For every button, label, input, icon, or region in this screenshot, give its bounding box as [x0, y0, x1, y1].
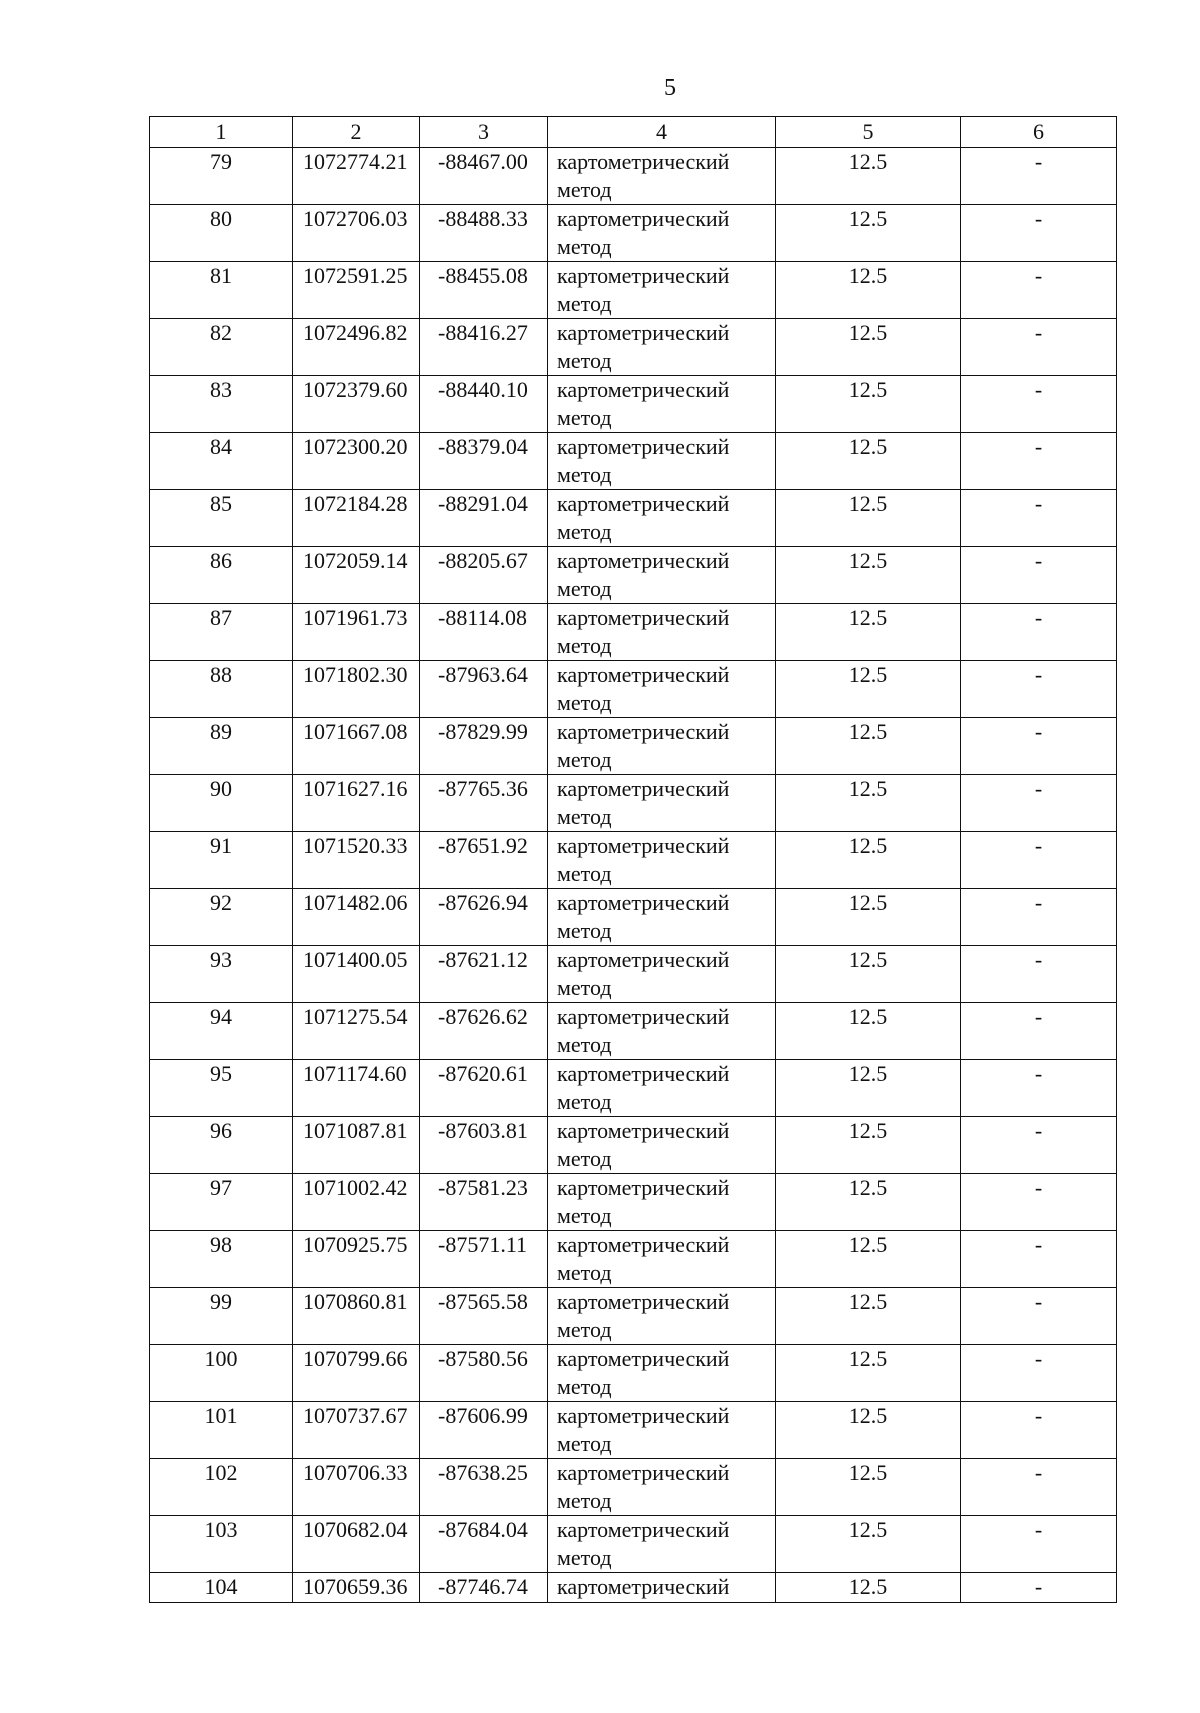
- method-cell: картометрический метод: [548, 1174, 776, 1231]
- table-row: [150, 490, 1117, 547]
- point-number-cell: 91: [150, 832, 293, 889]
- note-cell: -: [961, 1402, 1117, 1459]
- table-body: [150, 148, 1117, 1603]
- accuracy-cell: 12.5: [776, 946, 961, 1003]
- table-row: [150, 946, 1117, 1003]
- column-header: 6: [961, 117, 1117, 148]
- table-row: [150, 1345, 1117, 1402]
- method-cell: картометрический метод: [548, 1459, 776, 1516]
- point-number-cell: 96: [150, 1117, 293, 1174]
- y-coordinate-cell: -87626.94: [420, 889, 548, 946]
- point-number-cell: 97: [150, 1174, 293, 1231]
- method-cell: картометрический метод: [548, 1003, 776, 1060]
- point-number-cell: 100: [150, 1345, 293, 1402]
- x-coordinate-cell: 1070706.33: [293, 1459, 420, 1516]
- accuracy-cell: 12.5: [776, 832, 961, 889]
- note-cell: -: [961, 148, 1117, 205]
- y-coordinate-cell: -87571.11: [420, 1231, 548, 1288]
- x-coordinate-cell: 1070860.81: [293, 1288, 420, 1345]
- point-number-cell: 92: [150, 889, 293, 946]
- y-coordinate-cell: -88416.27: [420, 319, 548, 376]
- method-cell: картометрический метод: [548, 547, 776, 604]
- point-number-cell: 94: [150, 1003, 293, 1060]
- note-cell: -: [961, 1174, 1117, 1231]
- y-coordinate-cell: -87603.81: [420, 1117, 548, 1174]
- table-row: [150, 148, 1117, 205]
- x-coordinate-cell: 1072496.82: [293, 319, 420, 376]
- x-coordinate-cell: 1071520.33: [293, 832, 420, 889]
- method-cell: картометрический метод: [548, 1402, 776, 1459]
- x-coordinate-cell: 1072379.60: [293, 376, 420, 433]
- method-cell: картометрический: [548, 1573, 776, 1603]
- y-coordinate-cell: -87565.58: [420, 1288, 548, 1345]
- method-cell: картометрический метод: [548, 205, 776, 262]
- note-cell: -: [961, 319, 1117, 376]
- table-row: [150, 604, 1117, 661]
- accuracy-cell: 12.5: [776, 661, 961, 718]
- table-row: [150, 1516, 1117, 1573]
- table-row: [150, 1231, 1117, 1288]
- table-row: [150, 319, 1117, 376]
- method-cell: картометрический метод: [548, 889, 776, 946]
- x-coordinate-cell: 1071627.16: [293, 775, 420, 832]
- column-header: 5: [776, 117, 961, 148]
- y-coordinate-cell: -88291.04: [420, 490, 548, 547]
- method-cell: картометрический метод: [548, 604, 776, 661]
- note-cell: -: [961, 946, 1117, 1003]
- method-cell: картометрический метод: [548, 1117, 776, 1174]
- y-coordinate-cell: -87626.62: [420, 1003, 548, 1060]
- x-coordinate-cell: 1072774.21: [293, 148, 420, 205]
- column-header: 2: [293, 117, 420, 148]
- method-cell: картометрический метод: [548, 490, 776, 547]
- note-cell: -: [961, 433, 1117, 490]
- accuracy-cell: 12.5: [776, 1402, 961, 1459]
- accuracy-cell: 12.5: [776, 1288, 961, 1345]
- note-cell: -: [961, 1345, 1117, 1402]
- accuracy-cell: 12.5: [776, 490, 961, 547]
- note-cell: -: [961, 547, 1117, 604]
- note-cell: -: [961, 490, 1117, 547]
- method-cell: картометрический метод: [548, 1345, 776, 1402]
- method-cell: картометрический метод: [548, 433, 776, 490]
- table-row: [150, 433, 1117, 490]
- y-coordinate-cell: -87621.12: [420, 946, 548, 1003]
- y-coordinate-cell: -87963.64: [420, 661, 548, 718]
- table-header-row: [150, 117, 1117, 148]
- x-coordinate-cell: 1071174.60: [293, 1060, 420, 1117]
- point-number-cell: 83: [150, 376, 293, 433]
- table-row: [150, 1288, 1117, 1345]
- y-coordinate-cell: -87638.25: [420, 1459, 548, 1516]
- x-coordinate-cell: 1071002.42: [293, 1174, 420, 1231]
- note-cell: -: [961, 604, 1117, 661]
- point-number-cell: 104: [150, 1573, 293, 1603]
- accuracy-cell: 12.5: [776, 1174, 961, 1231]
- y-coordinate-cell: -87606.99: [420, 1402, 548, 1459]
- column-header: 3: [420, 117, 548, 148]
- note-cell: -: [961, 1288, 1117, 1345]
- table-row: [150, 547, 1117, 604]
- point-number-cell: 95: [150, 1060, 293, 1117]
- coordinates-table: [149, 116, 1117, 1603]
- accuracy-cell: 12.5: [776, 718, 961, 775]
- x-coordinate-cell: 1070682.04: [293, 1516, 420, 1573]
- y-coordinate-cell: -87829.99: [420, 718, 548, 775]
- accuracy-cell: 12.5: [776, 1459, 961, 1516]
- accuracy-cell: 12.5: [776, 433, 961, 490]
- table-row: [150, 376, 1117, 433]
- accuracy-cell: 12.5: [776, 376, 961, 433]
- method-cell: картометрический метод: [548, 1060, 776, 1117]
- note-cell: -: [961, 718, 1117, 775]
- x-coordinate-cell: 1070737.67: [293, 1402, 420, 1459]
- note-cell: -: [961, 1060, 1117, 1117]
- x-coordinate-cell: 1070659.36: [293, 1573, 420, 1603]
- method-cell: картометрический метод: [548, 775, 776, 832]
- point-number-cell: 85: [150, 490, 293, 547]
- x-coordinate-cell: 1072591.25: [293, 262, 420, 319]
- accuracy-cell: 12.5: [776, 1231, 961, 1288]
- y-coordinate-cell: -88467.00: [420, 148, 548, 205]
- note-cell: -: [961, 775, 1117, 832]
- method-cell: картометрический метод: [548, 319, 776, 376]
- method-cell: картометрический метод: [548, 832, 776, 889]
- accuracy-cell: 12.5: [776, 148, 961, 205]
- table-row: [150, 661, 1117, 718]
- table-row: [150, 205, 1117, 262]
- table-row: [150, 262, 1117, 319]
- y-coordinate-cell: -88488.33: [420, 205, 548, 262]
- y-coordinate-cell: -87765.36: [420, 775, 548, 832]
- table-row: [150, 718, 1117, 775]
- column-header: 1: [150, 117, 293, 148]
- method-cell: картометрический метод: [548, 1231, 776, 1288]
- accuracy-cell: 12.5: [776, 1003, 961, 1060]
- accuracy-cell: 12.5: [776, 1573, 961, 1603]
- accuracy-cell: 12.5: [776, 547, 961, 604]
- note-cell: -: [961, 661, 1117, 718]
- note-cell: -: [961, 889, 1117, 946]
- method-cell: картометрический метод: [548, 718, 776, 775]
- point-number-cell: 86: [150, 547, 293, 604]
- point-number-cell: 80: [150, 205, 293, 262]
- method-cell: картометрический метод: [548, 376, 776, 433]
- method-cell: картометрический метод: [548, 1288, 776, 1345]
- point-number-cell: 88: [150, 661, 293, 718]
- point-number-cell: 102: [150, 1459, 293, 1516]
- point-number-cell: 103: [150, 1516, 293, 1573]
- x-coordinate-cell: 1072059.14: [293, 547, 420, 604]
- x-coordinate-cell: 1071961.73: [293, 604, 420, 661]
- accuracy-cell: 12.5: [776, 205, 961, 262]
- x-coordinate-cell: 1070925.75: [293, 1231, 420, 1288]
- method-cell: картометрический метод: [548, 1516, 776, 1573]
- note-cell: -: [961, 1459, 1117, 1516]
- y-coordinate-cell: -88114.08: [420, 604, 548, 661]
- accuracy-cell: 12.5: [776, 1117, 961, 1174]
- y-coordinate-cell: -87620.61: [420, 1060, 548, 1117]
- note-cell: -: [961, 376, 1117, 433]
- accuracy-cell: 12.5: [776, 604, 961, 661]
- y-coordinate-cell: -88205.67: [420, 547, 548, 604]
- x-coordinate-cell: 1072184.28: [293, 490, 420, 547]
- accuracy-cell: 12.5: [776, 1345, 961, 1402]
- point-number-cell: 90: [150, 775, 293, 832]
- x-coordinate-cell: 1071087.81: [293, 1117, 420, 1174]
- point-number-cell: 81: [150, 262, 293, 319]
- note-cell: -: [961, 262, 1117, 319]
- table-row: [150, 1117, 1117, 1174]
- x-coordinate-cell: 1072706.03: [293, 205, 420, 262]
- method-cell: картометрический метод: [548, 148, 776, 205]
- table-row: [150, 1060, 1117, 1117]
- x-coordinate-cell: 1071802.30: [293, 661, 420, 718]
- accuracy-cell: 12.5: [776, 1060, 961, 1117]
- note-cell: -: [961, 1573, 1117, 1603]
- y-coordinate-cell: -88440.10: [420, 376, 548, 433]
- y-coordinate-cell: -87651.92: [420, 832, 548, 889]
- method-cell: картометрический метод: [548, 661, 776, 718]
- y-coordinate-cell: -87581.23: [420, 1174, 548, 1231]
- note-cell: -: [961, 1117, 1117, 1174]
- table-row: [150, 1174, 1117, 1231]
- point-number-cell: 101: [150, 1402, 293, 1459]
- table-row: [150, 889, 1117, 946]
- y-coordinate-cell: -88379.04: [420, 433, 548, 490]
- table-row: [150, 832, 1117, 889]
- y-coordinate-cell: -87580.56: [420, 1345, 548, 1402]
- x-coordinate-cell: 1071482.06: [293, 889, 420, 946]
- table-row: [150, 1459, 1117, 1516]
- point-number-cell: 84: [150, 433, 293, 490]
- point-number-cell: 93: [150, 946, 293, 1003]
- note-cell: -: [961, 832, 1117, 889]
- x-coordinate-cell: 1071275.54: [293, 1003, 420, 1060]
- column-header: 4: [548, 117, 776, 148]
- point-number-cell: 79: [150, 148, 293, 205]
- y-coordinate-cell: -88455.08: [420, 262, 548, 319]
- note-cell: -: [961, 205, 1117, 262]
- note-cell: -: [961, 1516, 1117, 1573]
- note-cell: -: [961, 1231, 1117, 1288]
- point-number-cell: 98: [150, 1231, 293, 1288]
- x-coordinate-cell: 1070799.66: [293, 1345, 420, 1402]
- x-coordinate-cell: 1071400.05: [293, 946, 420, 1003]
- accuracy-cell: 12.5: [776, 262, 961, 319]
- table-row: [150, 1402, 1117, 1459]
- method-cell: картометрический метод: [548, 262, 776, 319]
- table-row: [150, 1003, 1117, 1060]
- accuracy-cell: 12.5: [776, 319, 961, 376]
- point-number-cell: 87: [150, 604, 293, 661]
- accuracy-cell: 12.5: [776, 775, 961, 832]
- x-coordinate-cell: 1072300.20: [293, 433, 420, 490]
- page-number: 5: [664, 75, 676, 101]
- accuracy-cell: 12.5: [776, 889, 961, 946]
- point-number-cell: 89: [150, 718, 293, 775]
- point-number-cell: 99: [150, 1288, 293, 1345]
- x-coordinate-cell: 1071667.08: [293, 718, 420, 775]
- method-cell: картометрический метод: [548, 946, 776, 1003]
- table-row: [150, 1573, 1117, 1603]
- accuracy-cell: 12.5: [776, 1516, 961, 1573]
- point-number-cell: 82: [150, 319, 293, 376]
- note-cell: -: [961, 1003, 1117, 1060]
- table-row: [150, 775, 1117, 832]
- y-coordinate-cell: -87684.04: [420, 1516, 548, 1573]
- y-coordinate-cell: -87746.74: [420, 1573, 548, 1603]
